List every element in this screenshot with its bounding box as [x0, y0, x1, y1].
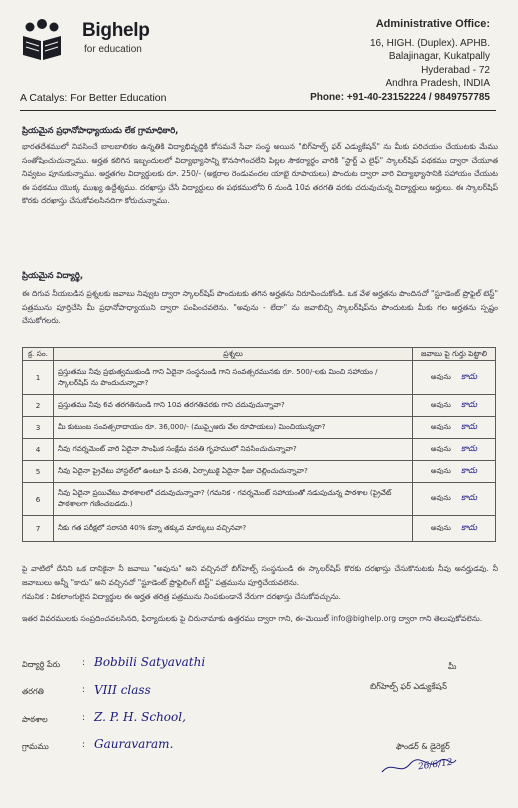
intro-paragraph: భారతదేశములో నివసించే బాలబాలికల ఉన్నతికి విద్యాభివృద్ధికి కోసమనే సేవా సంస్థ అయిన "బిగ్‌హెల్ప్ ఫర్ ఎడ్యుకేషన్" ను మీకు పరిచయం చేయుటకు మేము సంతోషించుచున్నాము. అర్హత కలిగిన ఇబ్బందులలో విద్యాభ్యాసాన్ని కొనసాగించలేని పిల్లల సౌకర్యార్థం వారికి "స్టార్ట్ ఎ లైఫ్" స్కాలర్‌షిప్ పథకము ద్వారా చేయూత నివ్వటం పూనుకున్నాము. అర్హతగల విద్యార్థులకు రూ. 250/- (అక్షరాల రెండువందల యాభై రూపాయలు) పొందుట ద్వారా వారి విద్యాభ్యాసానికి సహాయం చేయుట ఈ పథకము యొక్క ముఖ్య ఉద్దేశ్యము. దరఖాస్తు చేసే విద్యార్థులు ఈ పథకములోని 6 నుండి 10వ తరగతి వరకు చదువుచున్న విద్యార్థులు అర్హులు. ఈ స్కాలర్‌షిప్ కొరకు దరఖాస్తు చేసుకోవలసినదిగా కోరుచున్నాము.	[22, 142, 498, 206]
office-address	[310, 18, 490, 104]
salutation-headmaster: ప్రియమైన ప్రధానోపాధ్యాయుడు లేక గ్రామాధికారి,	[22, 125, 179, 135]
answer-option: అవును	[430, 466, 451, 475]
table-row	[23, 395, 496, 417]
row-question: ప్రస్తుతము నీవు 6వ తరగతినుండి గాని 10వ తరగతివరకు గాని చదువుచున్నావా?	[54, 395, 413, 417]
answer-option: అవును	[430, 400, 451, 409]
row-number: 5	[23, 461, 54, 483]
handwritten-answer: కాదు	[460, 443, 478, 454]
row-number: 1	[23, 361, 54, 395]
closing-org: బిగ్‌హెల్ప్ ఫర్ ఎడ్యుకేషన్	[370, 682, 447, 691]
school-value: Z. P. H. School,	[94, 710, 186, 724]
salutation-student: ప్రియమైన విద్యార్థి,	[22, 270, 84, 280]
book-people-logo-icon	[20, 18, 64, 62]
student-name-label: విద్యార్థి పేరు	[22, 660, 61, 669]
handwritten-answer: కాదు	[460, 399, 478, 410]
village-value: Gauravaram.	[94, 737, 174, 751]
row-question: ప్రస్తుతము నీవు ప్రభుత్వముకుండి గాని ఏదైనా సంస్థనుండి గాని సంవత్సరమునకు రూ. 500/-లకు మించి సహాయం / స్కాలర్‌షిప్ ను పొందుచున్నావా?	[54, 361, 413, 395]
colon: :	[82, 713, 86, 723]
note-paragraph: గమనిక : వికలాంగులైన విద్యార్థుల ఈ అర్హత తరిత్ర పత్రమును నింపకుండానే నేరుగా దరఖాస్తు చేసుకోవచ్చును.	[22, 592, 341, 601]
office-title: Administrative Office:	[375, 18, 490, 30]
answer-option: అవును	[430, 422, 451, 431]
handwritten-answer: కాదు	[460, 522, 478, 533]
answer-cell[interactable]	[413, 483, 496, 516]
row-number: 3	[23, 417, 54, 439]
col-header-number: క్ర. సం.	[23, 348, 54, 361]
table-row	[23, 439, 496, 461]
answer-cell[interactable]	[413, 439, 496, 461]
handwritten-date: 26/6/12	[417, 757, 454, 773]
table-row	[23, 361, 496, 395]
brand-name: Bighelp	[82, 20, 150, 41]
answer-option: అవును	[430, 372, 451, 381]
col-header-answer: జవాబు పై గుర్తు పెట్టాలి	[413, 348, 496, 361]
class-value: VIII class	[94, 683, 151, 697]
office-line: Andhra Pradesh, INDIA	[385, 78, 490, 89]
row-number: 4	[23, 439, 54, 461]
eligibility-question-table	[22, 347, 496, 542]
handwritten-answer: కాదు	[460, 493, 478, 503]
village-label: గ్రామము	[22, 742, 49, 751]
table-row	[23, 417, 496, 439]
answer-cell[interactable]	[413, 516, 496, 542]
row-number: 6	[23, 483, 54, 516]
colon: :	[82, 685, 86, 695]
table-row	[23, 461, 496, 483]
table-row	[23, 483, 496, 516]
student-name-value: Bobbili Satyavathi	[94, 655, 206, 669]
office-phone: Phone: +91-40-23152224 / 9849757785	[310, 91, 490, 103]
office-line: Balajinagar, Kukatpally	[388, 51, 490, 62]
header-divider	[20, 110, 496, 111]
school-label: పాఠశాల	[22, 715, 48, 724]
row-question: నీవు ఏదైనా ప్రయివేటు పాఠశాలలో చదువుచున్నావా? (గమనిక - గవర్నమెంట్ సహాయంతో నడుపుచున్న పాఠశాల (ప్రైవేట్ పాఠశాలగా గణించబడదు.)	[54, 483, 413, 516]
handwritten-answer: కాదు	[460, 421, 478, 432]
closing-designation: ఫౌండర్ & డైరెక్టర్	[396, 742, 450, 751]
closing-yours: మీ	[448, 662, 457, 671]
answer-option: అవును	[430, 444, 451, 453]
answer-cell[interactable]	[413, 361, 496, 395]
answer-cell[interactable]	[413, 417, 496, 439]
answer-cell[interactable]	[413, 395, 496, 417]
office-line: 16, HIGH. (Duplex). APHB.	[369, 37, 490, 49]
brand-subtitle: for education	[84, 44, 142, 55]
contact-paragraph: ఇతర వివరములకు సంప్రదించవలసినది, ఫిర్యాదులకు పై చిరునామాకు ఉత్తరము ద్వారా గాని, ఈ-మెయిల్ info@bighelp.org ద్వారా గాని తెలుపుకోవలెను.	[22, 614, 483, 623]
instructions-paragraph: ఈ దిగువ నీయబడిన ప్రశ్నలకు జవాబు నివ్వుట ద్వారా స్కాలర్‌షిప్ పొందుటకు తగిన అర్హతను నిరూపించుకోండి. ఒక వేళ అర్హతను పొందినచో "స్టూడెంట్ ప్రొఫైల్ టెస్ట్" పత్రమును పూర్తిచేసి మీ ప్రధానోపాధ్యాయుని ద్వారా పంపించవలెను. "అవును - లేదా" ను జవాబిచ్చి స్కాలర్‌షిప్‌ను పొందుటకు మీకు గల అర్హతను స్పష్టం చేసుకోగలరు.	[22, 289, 498, 326]
handwritten-answer: కాదు	[460, 465, 478, 476]
handwritten-answer: కాదు	[460, 371, 478, 382]
answer-option: అవును	[430, 494, 451, 502]
row-question: నీవు ఏదైనా ప్రైవేటు హాస్టల్‌లో ఉంటూ ఫీ వసతి, ఏర్పాటుకై ఏదైనా ఫీజు చెల్లించుచున్నావా?	[54, 461, 413, 483]
answer-cell[interactable]	[413, 461, 496, 483]
row-number: 7	[23, 516, 54, 542]
office-line: Hyderabad - 72	[421, 64, 490, 76]
row-question: నీవు గవర్నమెంట్ వారి ఏదైనా సాంఘిక సంక్షేమ వసతి గృహములో నివసించుచున్నావా?	[54, 439, 413, 461]
row-question: మీ కుటుంబ సంవత్సరాదాయం రూ. 36,000/- (ముప్పైఆరు వేల రూపాయలు) మించియున్నదా?	[54, 417, 413, 439]
col-header-question: ప్రశ్నలు	[54, 348, 413, 361]
answer-option: అవును	[430, 523, 451, 532]
row-question: నీకు గత పరీక్షలో సరాసరి 40% కన్నా తక్కువ మార్కులు వచ్చినవా?	[54, 516, 413, 542]
table-row	[23, 516, 496, 542]
colon: :	[82, 740, 86, 750]
table-header-row	[23, 348, 496, 361]
colon: :	[82, 658, 86, 668]
class-label: తరగతి	[22, 687, 44, 696]
tagline: A Catalys: For Better Education	[20, 92, 167, 104]
row-number: 2	[23, 395, 54, 417]
disqualification-paragraph: పై వాటిలో దేనిని ఒక దానికైనా నీ జవాబు "అవును" అని వచ్చినచో బిగ్‌హెల్ప్ సంస్థనుండి ఈ స్కాలర్‌షిప్ కొరకు దరఖాస్తు చేసుకొనుటకు నీవు అనర్హుడవు. నీ జవాబులు అన్నీ "కాదు" అని వచ్చినచో "స్టూడెంట్ ప్రొఫైలింగ్ టెస్ట్" పత్రమును పూర్తిచేయవలెను.	[22, 564, 498, 587]
